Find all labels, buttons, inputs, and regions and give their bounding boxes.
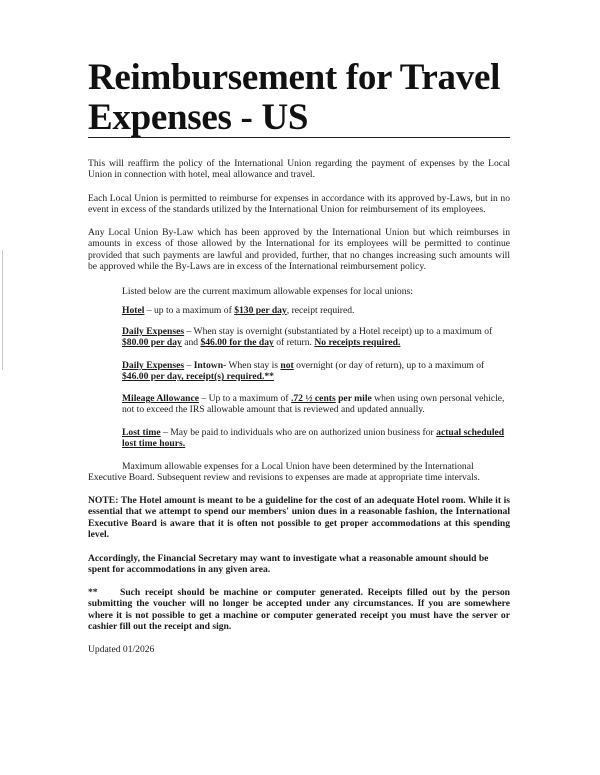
secretary-paragraph: Accordingly, the Financial Secretary may want to investigate what a reasonable amount should be spent for accommodations in any given area. — [88, 553, 489, 576]
daily-overnight-amount-2: $46.00 for the day — [200, 337, 274, 349]
daily-overnight-amount-1: $80.00 per day — [122, 337, 182, 349]
hotel-text-2: , receipt required. — [286, 305, 355, 316]
mileage-item — [122, 393, 510, 416]
hotel-text-1: – up to a maximum of — [144, 305, 235, 316]
hotel-item — [122, 305, 510, 316]
daily-intown-label: Daily Expenses — [122, 360, 185, 371]
daily-intown-text-3: overnight (or day of return), up to a maximum of — [293, 360, 485, 371]
maximum-paragraph: Maximum allowable expenses for a Local Union have been determined by the International Executive Board. Subsequent review and revisions to expenses are made at appropriate time intervals. — [88, 461, 480, 484]
mileage-text-1: – Up to a maximum of — [199, 393, 291, 404]
mileage-text-2: when using own personal vehicle, not to exceed the IRS allowable amount that is reviewed and updated annually. — [122, 393, 505, 416]
daily-intown-text-1: – — [184, 360, 194, 371]
daily-intown-not: not — [280, 360, 294, 371]
lost-time-label: Lost time — [122, 427, 161, 438]
bylaws-paragraph: Each Local Union is permitted to reimburse for expenses in accordance with its approved by-Laws, but in no event in excess of the standards utilized by the International Union for reimbursement of its employees. — [88, 193, 510, 216]
daily-intown-text-2: When stay is — [226, 360, 281, 371]
approval-paragraph: Any Local Union By-Law which has been approved by the International Union but which reimburses in amounts in excess of those allowed by the International for its employees will be permitted to continue provided that such payments are lawful and provided, further, that no changes increasing such amounts will be approved while the By-Laws are in excess of the International reimbursement policy. — [88, 227, 510, 273]
hotel-label: Hotel — [122, 305, 145, 316]
daily-overnight-note: No receipts required. — [314, 337, 401, 349]
daily-overnight-label: Daily Expenses — [122, 326, 185, 337]
daily-overnight-text-2: and — [181, 337, 201, 349]
receipt-paragraph — [88, 587, 510, 633]
title-divider — [88, 137, 510, 138]
intro-paragraph: This will reaffirm the policy of the International Union regarding the payment of expenses by the Local Union in connection with hotel, meal allowance and travel. — [88, 158, 510, 181]
lost-time-bold: actual scheduled lost time hours. — [122, 427, 505, 450]
hotel-amount: $130 per day — [234, 305, 287, 316]
lost-time-item — [122, 427, 510, 450]
mileage-per-mile: per mile — [335, 393, 372, 404]
daily-overnight-item — [122, 326, 510, 349]
receipt-text: Such receipt should be machine or computer generated. Receipts filled out by the person submitting the voucher will no longer be accepted under any circumstances. If you are somewhere where it is not possible to get a machine or computer generated receipt you must have the server or cashier fill out the receipt and sign. — [88, 587, 510, 633]
mileage-amount: .72 ½ cents — [290, 393, 336, 404]
daily-intown-item — [122, 360, 510, 383]
daily-intown-amount: $46.00 per day, receipt(s) required.** — [122, 371, 274, 383]
updated-date: Updated 01/2026 — [88, 644, 155, 655]
lost-time-text-1: – May be paid to individuals who are on authorized union business for — [160, 427, 437, 438]
daily-overnight-text-1: – When stay is overnight (substantiated by a Hotel receipt) up to a maximum of — [184, 326, 493, 337]
daily-intown-bold-label: Intown- — [193, 360, 227, 371]
note-paragraph: NOTE: The Hotel amount is meant to be a guideline for the cost of an adequate Hotel room. While it is essential that we attempt to spend our members' union dues in a reasonable fashion, the International Executive Board is aware that it is often not possible to get proper accommodations at this spending level. — [88, 495, 510, 541]
daily-overnight-text-3: of return. — [273, 337, 315, 349]
mileage-label: Mileage Allowance — [122, 393, 199, 404]
scan-edge-mark — [2, 250, 3, 370]
receipt-marker: ** — [88, 587, 98, 598]
list-intro: Listed below are the current maximum allowable expenses for local unions: — [122, 286, 413, 297]
page-title: Reimbursement for Travel Expenses - US — [88, 57, 501, 138]
